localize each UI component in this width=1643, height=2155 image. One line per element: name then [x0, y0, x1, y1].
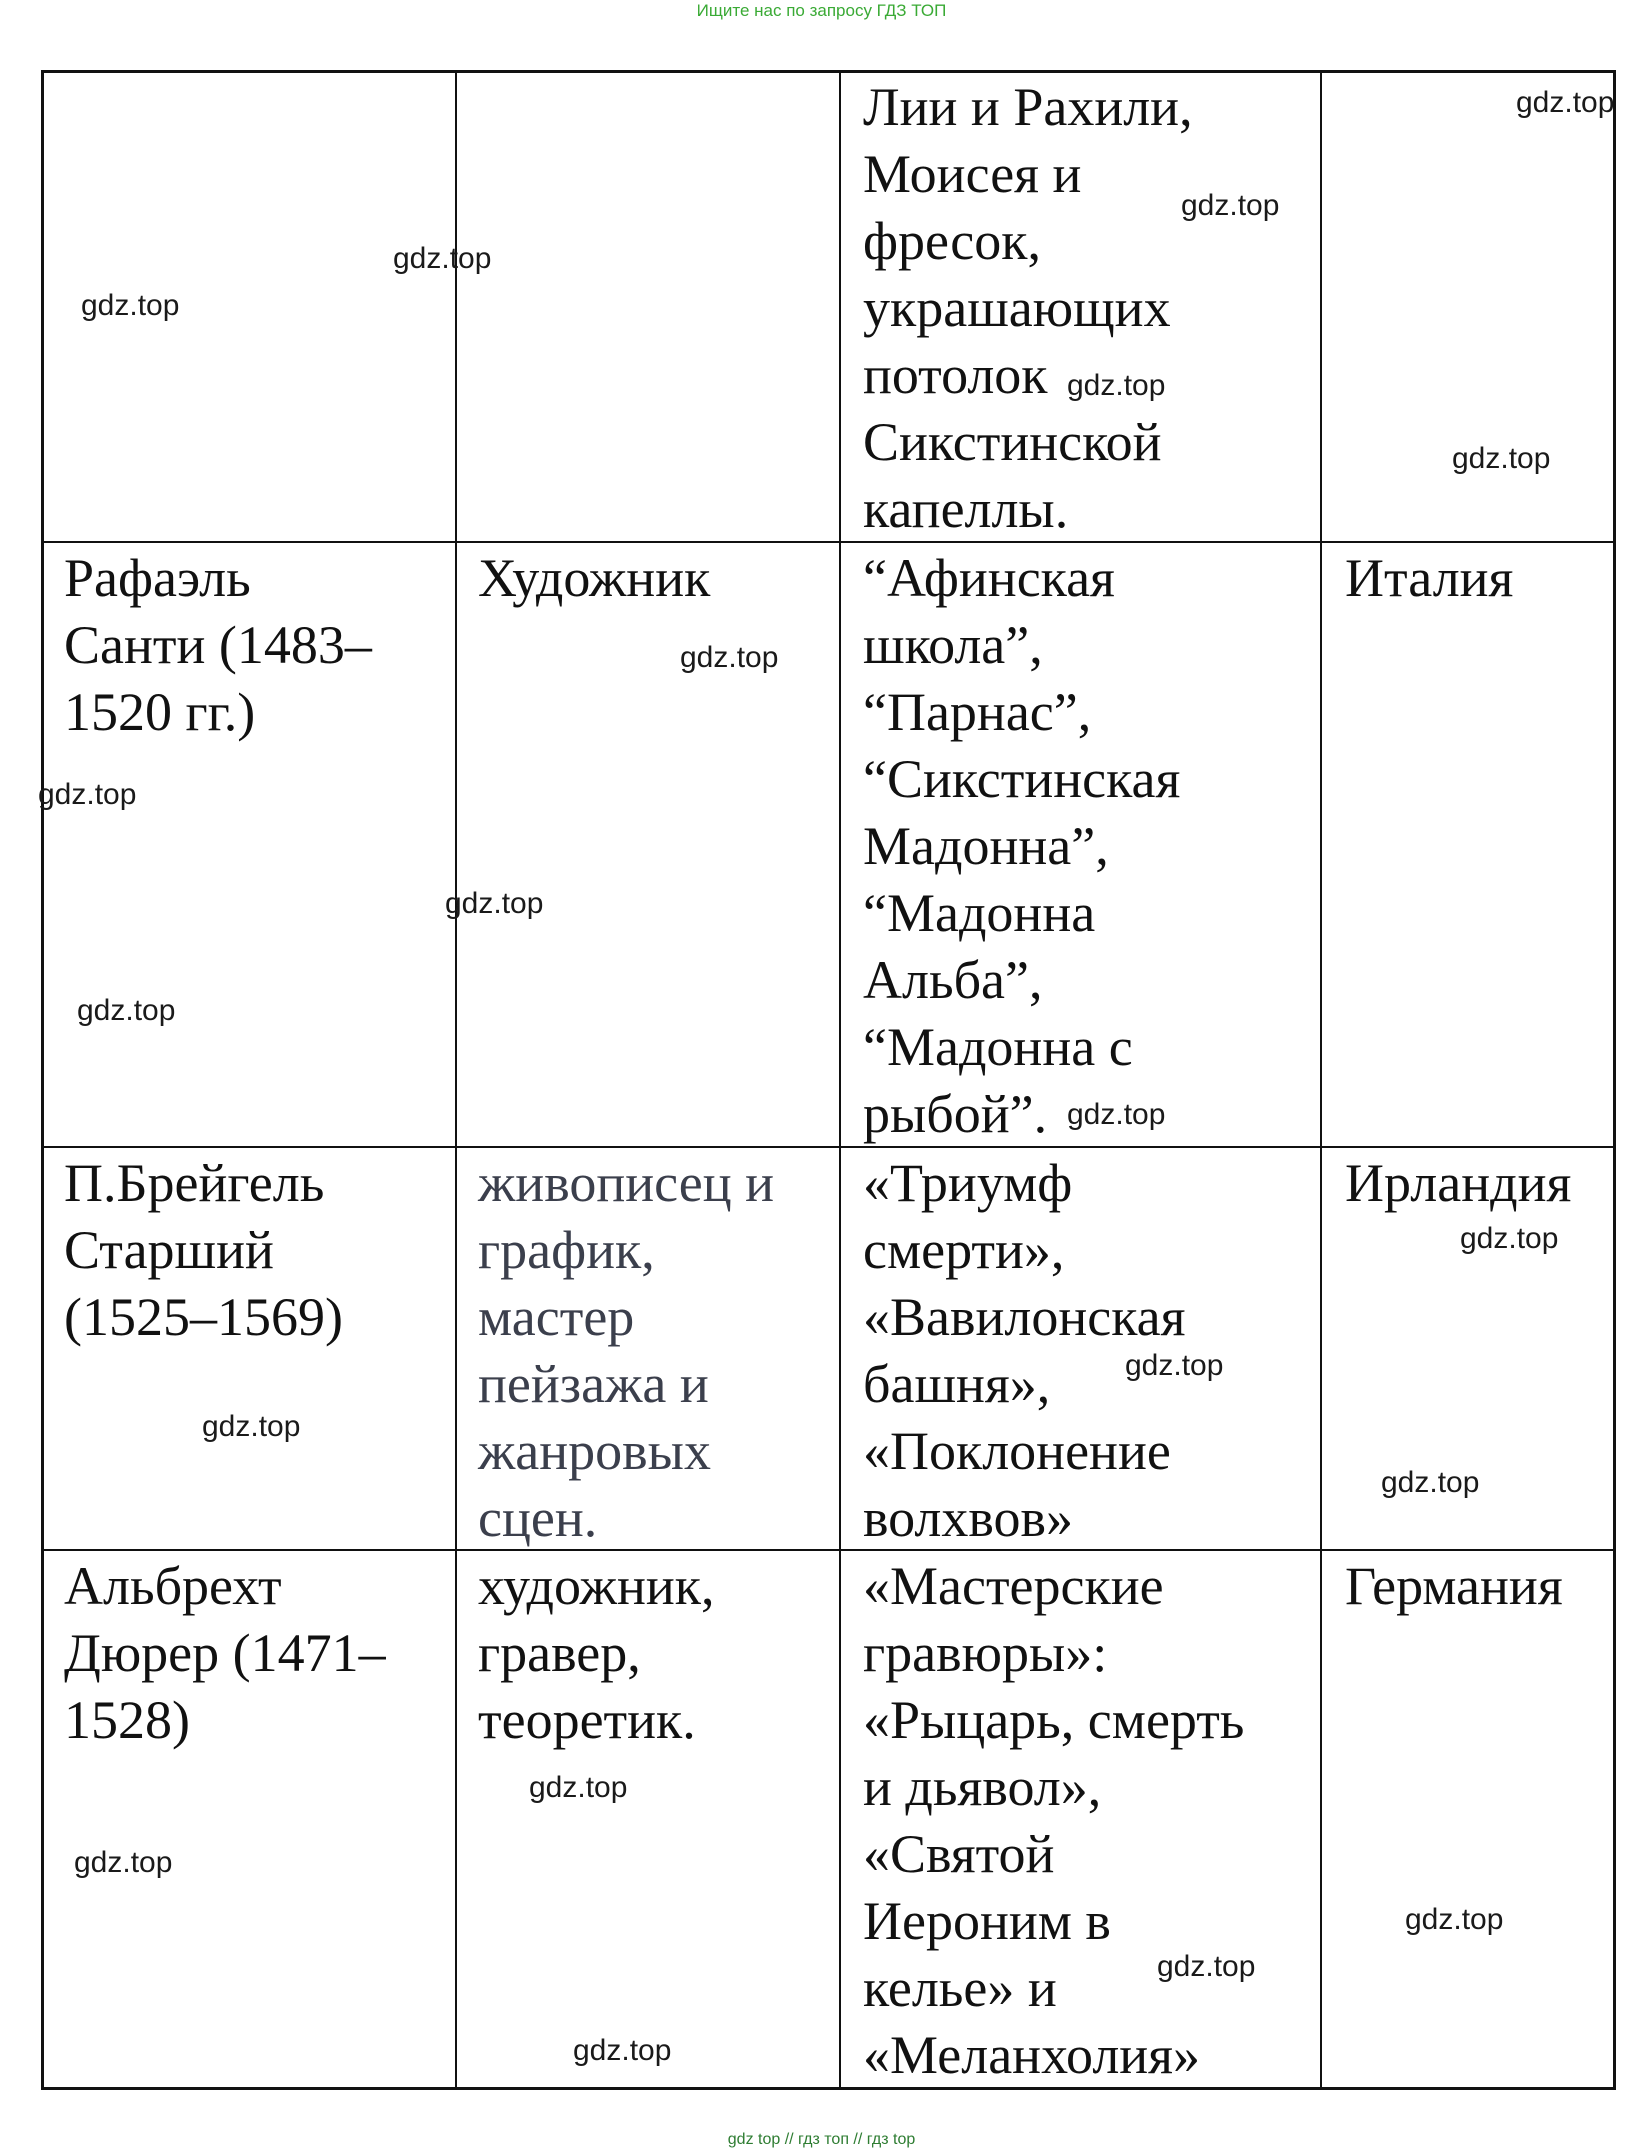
watermark: gdz.top	[1460, 1222, 1559, 1255]
bottom-banner: gdz top // гдз топ // гдз top	[727, 2131, 916, 2148]
table-cell-role: Художник	[478, 548, 711, 608]
table-cell-country: Германия	[1345, 1556, 1563, 1616]
watermark: gdz.top	[1125, 1349, 1224, 1382]
artists-table	[41, 70, 1616, 2090]
watermark: gdz.top	[1452, 442, 1551, 475]
watermark: gdz.top	[1381, 1466, 1480, 1499]
watermark: gdz.top	[1181, 189, 1280, 222]
watermark: gdz.top	[38, 778, 137, 811]
watermark: gdz.top	[1157, 1950, 1256, 1983]
table-cell-role: художник, гравер, теоретик.	[478, 1556, 715, 1750]
column-divider	[455, 70, 457, 2090]
watermark: gdz.top	[680, 641, 779, 674]
watermark: gdz.top	[529, 1771, 628, 1804]
watermark: gdz.top	[81, 289, 180, 322]
watermark: gdz.top	[74, 1846, 173, 1879]
table-cell-works: «Триумф смерти», «Вавилонская башня», «Поклонение волхвов»	[863, 1153, 1186, 1548]
watermark: gdz.top	[1405, 1903, 1504, 1936]
table-cell-works: Лии и Рахили, Моисея и фресок, украшающих потолок Сикстинской капеллы.	[863, 77, 1193, 539]
watermark: gdz.top	[202, 1410, 301, 1443]
column-divider	[1320, 70, 1322, 2090]
watermark: gdz.top	[77, 994, 176, 1027]
watermark: gdz.top	[1516, 86, 1615, 119]
watermark: gdz.top	[1067, 1098, 1166, 1131]
watermark: gdz.top	[573, 2034, 672, 2067]
row-divider	[41, 541, 1616, 543]
row-divider	[41, 1549, 1616, 1551]
table-cell-works: «Мастерские гравюры»: «Рыцарь, смерть и дьявол», «Святой Иероним в келье» и «Меланхолия»	[863, 1556, 1245, 2085]
table-cell-role: живописец и график, мастер пейзажа и жанровых сцен.	[478, 1153, 775, 1548]
top-banner: Ищите нас по запросу ГДЗ ТОП	[696, 1, 947, 20]
column-divider	[839, 70, 841, 2090]
table-cell-works: “Афинская школа”, “Парнас”, “Сикстинская Мадонна”, “Мадонна Альба”, “Мадонна с рыбой”.	[863, 548, 1181, 1144]
table-cell-name: П.Брейгель Старший (1525–1569)	[64, 1153, 343, 1347]
watermark: gdz.top	[445, 887, 544, 920]
watermark: gdz.top	[1067, 369, 1166, 402]
table-cell-name: Альбрехт Дюрер (1471– 1528)	[64, 1556, 386, 1750]
table-cell-country: Ирландия	[1345, 1153, 1572, 1213]
row-divider	[41, 1146, 1616, 1148]
watermark: gdz.top	[393, 242, 492, 275]
table-cell-name: Рафаэль Санти (1483– 1520 гг.)	[64, 548, 372, 742]
table-cell-country: Италия	[1345, 548, 1514, 608]
